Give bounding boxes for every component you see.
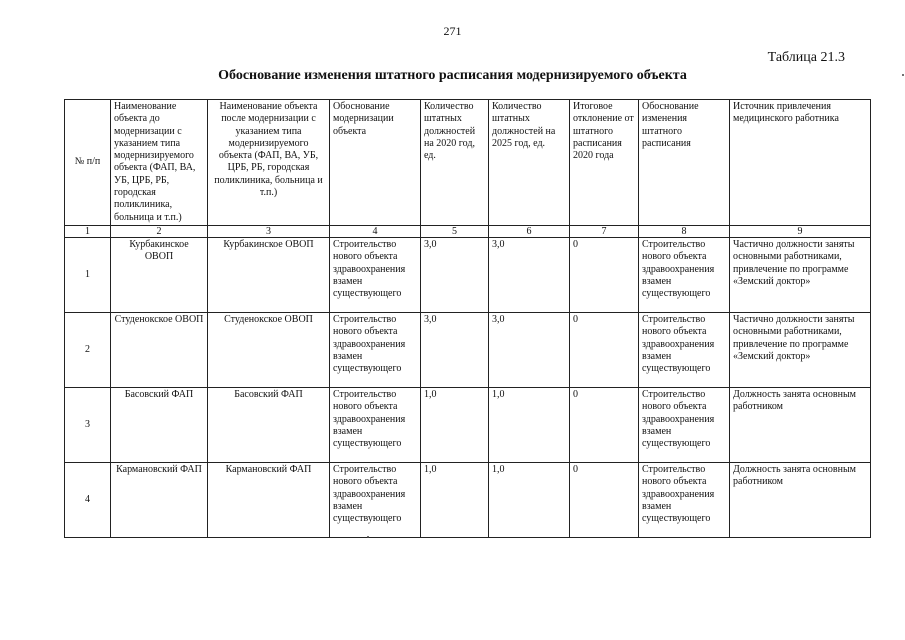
- object-after: Басовский ФАП: [208, 387, 330, 462]
- change-justification: Строительство нового объекта здравоохранения взамен существующего: [639, 312, 730, 387]
- column-number: 1: [65, 225, 111, 237]
- deviation: 0: [570, 462, 639, 537]
- justification: Строительство нового объекта здравоохранения взамен существующего: [330, 387, 421, 462]
- object-before: Студенокское ОВОП: [111, 312, 208, 387]
- object-before: Басовский ФАП: [111, 387, 208, 462]
- table-row: [65, 462, 871, 537]
- column-number: 7: [570, 225, 639, 237]
- document-title: Обоснование изменения штатного расписания модернизируемого объекта: [218, 68, 687, 83]
- header-cell-justification: Обоснование модернизации объекта: [330, 100, 421, 226]
- header-cell-staff-2025: Количество штатных должностей на 2025 год, ед.: [489, 100, 570, 226]
- staff-2025: 3,0: [489, 312, 570, 387]
- header-cell-object-before: Наименование объекта до модернизации с указанием типа модернизируемого объекта (ФАП, ВА, УБ, ЦРБ, РБ, городская поликлиника, больница и т.п.): [111, 100, 208, 226]
- object-after: Курбакинское ОВОП: [208, 237, 330, 312]
- worker-source: Должность занята основным работником: [730, 462, 871, 537]
- row-number: 3: [65, 387, 111, 462]
- column-number: 9: [730, 225, 871, 237]
- staffing-table: [64, 99, 871, 538]
- column-number: 4: [330, 225, 421, 237]
- header-cell-source: Источник привлечения медицинского работника: [730, 100, 871, 226]
- worker-source: Частично должности заняты основными работниками, привлечение по программе «Земский доктор»: [730, 237, 871, 312]
- header-cell-number: № п/п: [65, 100, 111, 226]
- header-cell-deviation: Итоговое отклонение от штатного расписания 2020 года: [570, 100, 639, 226]
- header-cell-object-after: Наименование объекта после модернизации с указанием типа модернизируемого объекта (ФАП, ВА, УБ, ЦРБ, РБ, городская поликлиника, больница и т.п.): [208, 100, 330, 226]
- deviation: 0: [570, 387, 639, 462]
- header-cell-change-justification: Обоснование изменения штатного расписания: [639, 100, 730, 226]
- staff-2020: 1,0: [421, 387, 489, 462]
- object-after: Студенокское ОВОП: [208, 312, 330, 387]
- object-before: Кармановский ФАП: [111, 462, 208, 537]
- row-number: 2: [65, 312, 111, 387]
- staff-2025: 1,0: [489, 462, 570, 537]
- object-before: Курбакинское ОВОП: [111, 237, 208, 312]
- object-after: Кармановский ФАП: [208, 462, 330, 537]
- row-number: 4: [65, 462, 111, 537]
- staff-2020: 3,0: [421, 237, 489, 312]
- table-row: [65, 387, 871, 462]
- column-number: 6: [489, 225, 570, 237]
- staff-2025: 3,0: [489, 237, 570, 312]
- deviation: 0: [570, 312, 639, 387]
- table-row: [65, 312, 871, 387]
- header-row: [65, 100, 871, 226]
- change-justification: Строительство нового объекта здравоохранения взамен существующего: [639, 462, 730, 537]
- header-cell-staff-2020: Количество штатных должностей на 2020 год, ед.: [421, 100, 489, 226]
- change-justification: Строительство нового объекта здравоохранения взамен существующего: [639, 387, 730, 462]
- column-number: 5: [421, 225, 489, 237]
- justification: Строительство нового объекта здравоохранения взамен существующего: [330, 462, 421, 537]
- scan-speck: [367, 536, 369, 538]
- justification: Строительство нового объекта здравоохранения взамен существующего: [330, 312, 421, 387]
- change-justification: Строительство нового объекта здравоохранения взамен существующего: [639, 237, 730, 312]
- justification: Строительство нового объекта здравоохранения взамен существующего: [330, 237, 421, 312]
- page-number: 271: [443, 24, 462, 38]
- staff-2025: 1,0: [489, 387, 570, 462]
- column-number: 3: [208, 225, 330, 237]
- table-row: [65, 237, 871, 312]
- scan-speck: [902, 74, 904, 76]
- table-label: Таблица 21.3: [767, 50, 845, 65]
- row-number: 1: [65, 237, 111, 312]
- column-number: 2: [111, 225, 208, 237]
- column-number: 8: [639, 225, 730, 237]
- deviation: 0: [570, 237, 639, 312]
- column-number-row: [65, 225, 871, 237]
- worker-source: Должность занята основным работником: [730, 387, 871, 462]
- worker-source: Частично должности заняты основными работниками, привлечение по программе «Земский доктор»: [730, 312, 871, 387]
- staff-2020: 3,0: [421, 312, 489, 387]
- staff-2020: 1,0: [421, 462, 489, 537]
